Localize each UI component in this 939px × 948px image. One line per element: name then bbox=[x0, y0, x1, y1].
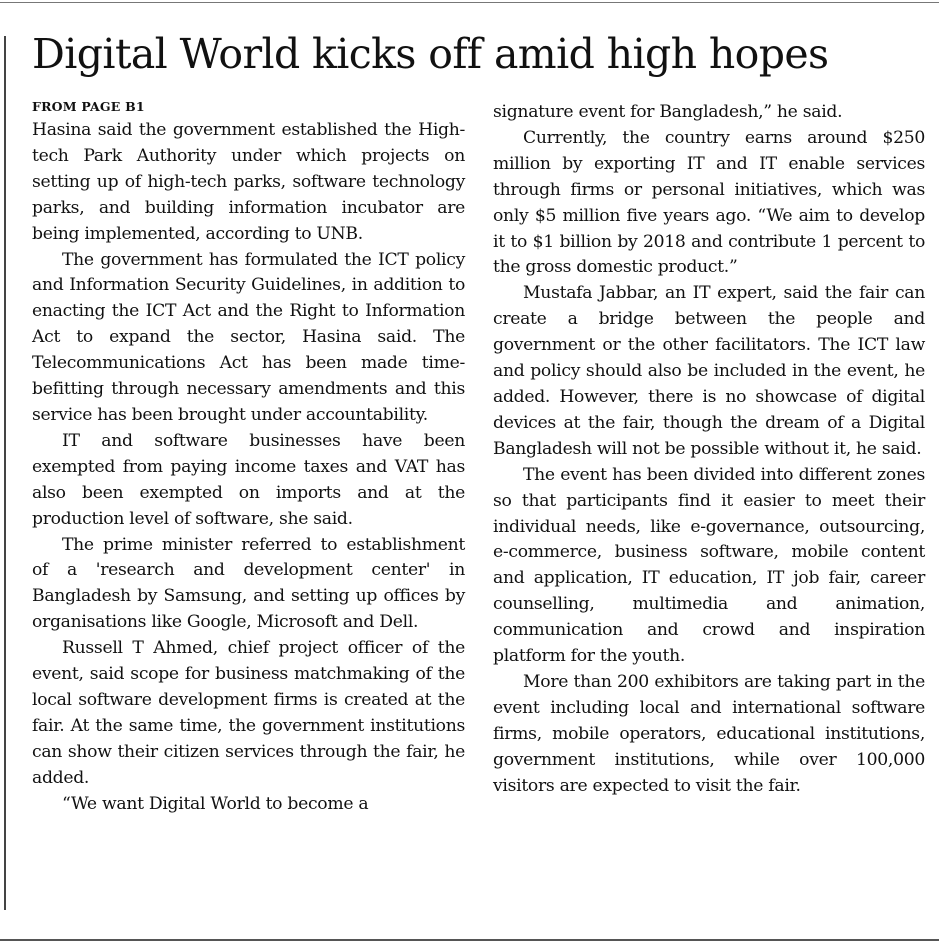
paragraph: Hasina said the government established the High-tech Park Authority under which projects on setting up of high-tech parks, software technology parks, and building information incubator are being implemented, according to UNB. bbox=[32, 120, 465, 244]
article-column-left bbox=[32, 96, 465, 817]
paragraph: The government has formulated the ICT policy and Information Security Guidelines, in addition to enacting the ICT Act and the Right to Information Act to expand the sector, Hasina said. The Telecommunications Act has been made time-befitting through necessary amendments and this service has been brought under accountability. bbox=[32, 249, 465, 425]
headline: Digital World kicks off amid high hopes bbox=[32, 30, 829, 78]
paragraph: The event has been divided into different zones so that participants find it easier to meet their individual needs, like e-governance, outsourcing, e-commerce, business software, mobile content and application, IT education, IT job fair, career counselling, multimedia and animation, communication and crowd and inspiration platform for the youth. bbox=[493, 464, 925, 667]
left-margin-rule bbox=[4, 36, 6, 910]
paragraph: Currently, the country earns around $250 million by exporting IT and IT enable services through firms or personal initiatives, which was only $5 million five years ago. “We aim to develop it to $1 billion by 2018 and contribute 1 percent to the gross domestic product.” bbox=[493, 127, 925, 278]
paragraph: “We want Digital World to become a bbox=[62, 793, 369, 814]
bottom-rule bbox=[0, 939, 939, 941]
paragraph: Russell T Ahmed, chief project officer of the event, said scope for business matchmaking of the local software development firms is created at the fair. At the same time, the government institutions can show their citizen services through the fair, he added. bbox=[32, 638, 465, 788]
paragraph: The prime minister referred to establishment of a 'research and development center' in Bangladesh by Samsung, and setting up offices by organisations like Google, Microsoft and Dell. bbox=[32, 534, 465, 633]
top-rule bbox=[0, 2, 939, 3]
paragraph: Mustafa Jabbar, an IT expert, said the fair can create a bridge between the people and government or the other facilitators. The ICT law and policy should also be included in the event, he added. However, there is no showcase of digital devices at the fair, though the dream of a Digital Bangladesh will not be possible without it, he said. bbox=[493, 283, 925, 459]
article-column-right bbox=[493, 100, 925, 799]
paragraph: IT and software businesses have been exempted from paying income taxes and VAT has also been exempted on imports and at the production level of software, she said. bbox=[32, 430, 465, 529]
jump-label: FROM PAGE B1 bbox=[32, 99, 145, 114]
paragraph: signature event for Bangladesh,” he said. bbox=[493, 102, 843, 122]
paragraph: More than 200 exhibitors are taking part in the event including local and international software firms, mobile operators, educational institutions, government institutions, while over 100,000 visitors are expected to visit the fair. bbox=[493, 671, 925, 796]
